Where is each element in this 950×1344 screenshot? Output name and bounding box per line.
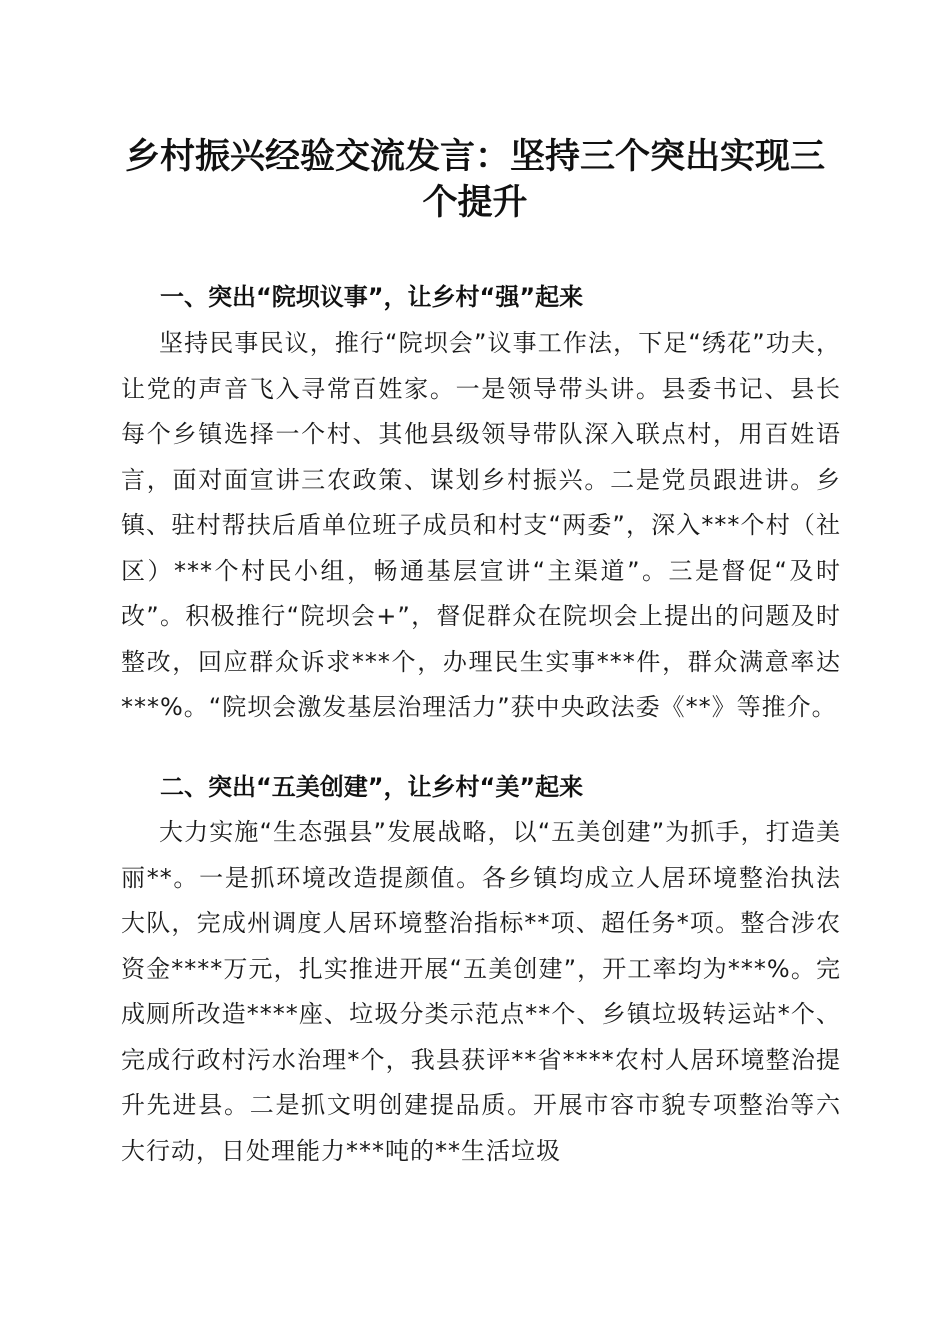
section-heading-1: 一、突出“院坝议事”，让乡村“强”起来 xyxy=(160,283,584,311)
section-paragraph-2: 大力实施“生态强县”发展战略，以“五美创建”为抓手，打造美丽**。一是抓环境改造提颜值。各乡镇均成立人居环境整治执法大队，完成州调度人居环境整治指标**项、超任务*项。整合涉农资金****万元，扎实推进开展“五美创建”，开工率均为***%。完成厕所改造****座、垃圾分类示范点**个、乡镇垃圾转运站*个、完成行政村污水治理*个，我县获评**省****农村人居环境整治提升先进县。二是抓文明创建提品质。开展市容市貌专项整治等六大行动，日处理能力***吨的**生活垃圾 xyxy=(121,818,841,1165)
section-heading-2: 二、突出“五美创建”，让乡村“美”起来 xyxy=(160,773,584,801)
document-title: 乡村振兴经验交流发言：坚持三个突出实现三个提升 xyxy=(124,136,825,223)
section-paragraph-1: 坚持民事民议，推行“院坝会”议事工作法，下足“绣花”功夫，让党的声音飞入寻常百姓家。一是领导带头讲。县委书记、县长每个乡镇选择一个村、其他县级领导带队深入联点村，用百姓语言，面对面宣讲三农政策、谋划乡村振兴。二是党员跟进讲。乡镇、驻村帮扶后盾单位班子成员和村支“两委”，深入***个村（社区）***个村民小组，畅通基层宣讲“主渠道”。三是督促“及时改”。积极推行“院坝会+”，督促群众在院坝会上提出的问题及时整改，回应群众诉求***个，办理民生实事***件，群众满意率达***%。“院坝会激发基层治理活力”获中央政法委《**》等推介。 xyxy=(121,329,841,721)
